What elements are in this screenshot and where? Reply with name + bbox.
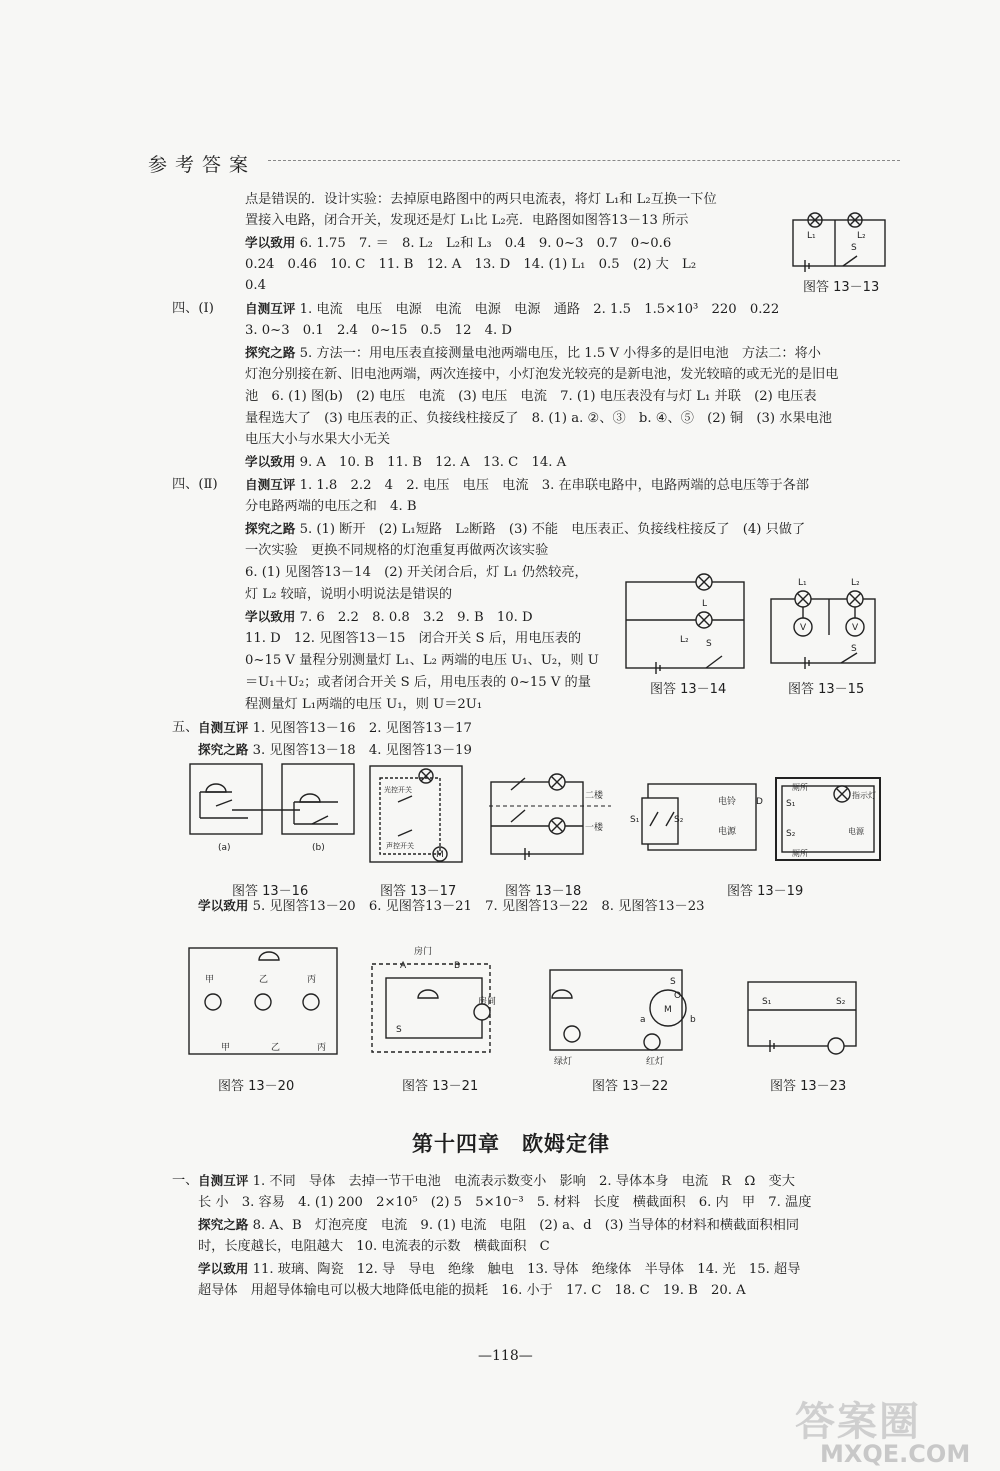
answer-line xyxy=(245,475,809,496)
fig13-22-o: O xyxy=(674,991,682,1001)
fig13-13-l2: L₂ xyxy=(857,231,866,241)
answer-text: 1. 电流 电压 电源 电流 电源 电源 通路 2. 1.5 1.5×10³ 220 0.22 xyxy=(295,302,780,317)
figure-13-18 xyxy=(485,768,615,864)
section-label: 探究之路 xyxy=(245,345,296,360)
answer-text: 一次实验 更换不同规格的灯泡重复再做两次该实验 xyxy=(245,543,549,558)
section-label: 探究之路 xyxy=(245,521,296,536)
header-rule xyxy=(268,160,900,161)
fig13-21-s: S xyxy=(396,1025,402,1035)
answer-line xyxy=(245,519,805,540)
answer-line xyxy=(245,563,588,583)
answer-text: 3. 见图答13－18 4. 见图答13－19 xyxy=(248,743,472,758)
answer-text: ＝U₁＋U₂；或者闭合开关 S 后，用电压表的 0~15 V 的量 xyxy=(245,675,591,690)
caption-13-15: 图答 13－15 xyxy=(788,682,865,697)
answer-line xyxy=(172,1171,198,1191)
answer-line xyxy=(245,276,266,296)
answer-text: 0.4 xyxy=(245,278,266,293)
answer-line xyxy=(245,387,817,407)
caption-13-17: 图答 13－17 xyxy=(380,884,457,899)
fig13-19b-s2: S₂ xyxy=(786,829,796,839)
fig13-19-s1: S₁ xyxy=(630,815,640,825)
fig13-19-d: D xyxy=(756,797,763,807)
fig13-16-a: (a) xyxy=(218,843,231,853)
section-label: 学以致用 xyxy=(245,609,296,624)
answer-line xyxy=(245,497,417,517)
answer-line xyxy=(198,896,704,917)
figure-13-20 xyxy=(183,938,343,1058)
answer-line xyxy=(198,1237,550,1257)
fig13-13-s: S xyxy=(851,243,857,253)
caption-13-18: 图答 13－18 xyxy=(505,884,582,899)
answer-text: 池 6. (1) 图(b) (2) 电压 电流 (3) 电压 电流 7. (1) 电压表没有与灯 L₁ 并联 (2) 电压表 xyxy=(245,389,817,404)
answer-line xyxy=(245,651,599,671)
answer-text: 1. 1.8 2.2 4 2. 电压 电压 电流 3. 在串联电路中，电路两端的总电压等于各部 xyxy=(295,478,810,493)
caption-13-13: 图答 13－13 xyxy=(803,280,880,295)
fig13-15-v1: V xyxy=(800,623,807,633)
figure-13-22 xyxy=(540,960,710,1070)
fig13-14-l2: L₂ xyxy=(680,635,689,645)
answer-text: 时，长度越长，电阻越大 10. 电流表的示数 横截面积 C xyxy=(198,1239,550,1254)
section-label: 自测互评 xyxy=(245,301,296,316)
fig13-17-light: 光控开关 xyxy=(384,786,412,794)
answer-text: 一、 xyxy=(172,1173,199,1188)
figure-13-14 xyxy=(620,570,750,675)
answer-text: 5. 见图答13－20 6. 见图答13－21 7. 见图答13－22 8. 见图答13－23 xyxy=(248,899,705,914)
answer-line xyxy=(245,585,452,605)
figure-13-13 xyxy=(785,212,895,272)
answer-line xyxy=(198,1281,746,1301)
answer-line xyxy=(172,475,218,495)
answer-text: 5. 方法一：用电压表直接测量电池两端电压，比 1.5 V 小得多的是旧电池 方法二：将小 xyxy=(295,346,821,361)
answer-text: 0.24 0.46 10. C 11. B 12. A 13. D 14. (1) L₁ 0.5 (2) 大 L₂ xyxy=(245,257,697,272)
fig13-19-s2: S₂ xyxy=(674,815,684,825)
section-label: 自测互评 xyxy=(198,1173,249,1188)
answer-text: 9. A 10. B 11. B 12. A 13. C 14. A xyxy=(295,455,567,470)
caption-13-20: 图答 13－20 xyxy=(218,1079,295,1094)
fig13-20-bing: 丙 xyxy=(307,975,317,985)
fig13-15-s: S xyxy=(851,644,857,654)
answer-line xyxy=(198,740,472,761)
chapter-title: 第十四章 欧姆定律 xyxy=(412,1132,610,1156)
answer-text: 11. D 12. 见图答13－15 闭合开关 S 后，用电压表的 xyxy=(245,631,582,646)
answer-text: 分电路两端的电压之和 4. B xyxy=(245,499,417,514)
answer-text: 灯 L₂ 较暗，说明小明说法是错误的 xyxy=(245,587,453,602)
answer-text: 超导体 用超导体输电可以极大地降低电能的损耗 16. 小于 17. C 18. C 19. B 20. A xyxy=(198,1283,746,1298)
answer-line xyxy=(245,365,838,385)
answer-line xyxy=(245,321,512,341)
fig13-20-yi2: 乙 xyxy=(271,1043,281,1053)
answer-text: 6. (1) 见图答13－14 (2) 开关闭合后，灯 L₁ 仍然较亮， xyxy=(245,565,588,580)
section-label: 学以致用 xyxy=(245,454,296,469)
fig13-17-m: M xyxy=(436,850,444,860)
answer-line xyxy=(198,1171,795,1192)
figure-13-15 xyxy=(765,575,885,670)
section-label: 学以致用 xyxy=(198,1261,249,1276)
answer-text: 四、(Ⅱ) xyxy=(172,477,218,492)
watermark-url: MXQE.COM xyxy=(820,1440,971,1468)
answer-line xyxy=(198,718,472,739)
figure-13-19-bell xyxy=(628,778,768,854)
answer-line xyxy=(245,409,832,429)
caption-13-16: 图答 13－16 xyxy=(232,884,309,899)
answer-line xyxy=(245,430,390,450)
fig13-20-yi: 乙 xyxy=(259,975,269,985)
fig13-19-toilet2: 厕所 xyxy=(792,849,808,858)
fig13-23-s2: S₂ xyxy=(836,997,846,1007)
caption-13-22: 图答 13－22 xyxy=(592,1079,669,1094)
answer-text: 1. 见图答13－16 2. 见图答13－17 xyxy=(248,721,472,736)
answer-text: 5. (1) 断开 (2) L₁短路 L₂断路 (3) 不能 电压表正、负接线柱接反了 (4) 只做了 xyxy=(295,522,806,537)
answer-line xyxy=(245,695,482,715)
fig13-19b-s1: S₁ xyxy=(786,799,796,809)
caption-13-21: 图答 13－21 xyxy=(402,1079,479,1094)
answer-line xyxy=(245,255,696,275)
figure-13-17 xyxy=(362,762,472,870)
answer-text: 长 小 3. 容易 4. (1) 200 2×10⁵ (2) 5 5×10⁻³ 5. 材料 长度 横截面积 6. 内 甲 7. 温度 xyxy=(198,1195,812,1210)
answer-line xyxy=(198,1193,811,1213)
caption-13-19: 图答 13－19 xyxy=(727,884,804,899)
section-label: 自测互评 xyxy=(245,477,296,492)
answer-text: 电压大小与水果大小无关 xyxy=(245,432,391,447)
answer-text: 点是错误的．设计实验：去掉原电路图中的两只电流表，将灯 L₁和 L₂互换一下位 xyxy=(245,192,717,207)
fig13-19-power2: 电源 xyxy=(848,827,864,836)
fig13-19-ind: 指示灯 xyxy=(852,791,876,800)
answer-line xyxy=(245,233,671,254)
answer-text: 8. A、B 灯泡亮度 电流 9. (1) 电流 电阻 (2) a、d (3) 当导体的材料和横截面积相同 xyxy=(248,1218,800,1233)
section-label: 学以致用 xyxy=(245,235,296,250)
answer-text: 五、 xyxy=(172,720,199,735)
fig13-15-l1: L₁ xyxy=(798,578,807,588)
answer-text: 量程选大了 (3) 电压表的正、负接线柱接反了 8. (1) a. ②、③ b. ④、⑤ (2) 铜 (3) 水果电池 xyxy=(245,411,832,426)
answer-text: 灯泡分别接在新、旧电池两端，两次连接中，小灯泡发光较亮的是新电池，发光较暗的或无光的是旧电 xyxy=(245,367,839,382)
caption-13-23: 图答 13－23 xyxy=(770,1079,847,1094)
section-label: 探究之路 xyxy=(198,1217,249,1232)
fig13-22-s: S xyxy=(670,977,676,987)
fig13-22-b: b xyxy=(690,1015,696,1025)
answer-text: 1. 不同 导体 去掉一节干电池 电流表示数变小 影响 2. 导体本身 电流 R Ω 变大 xyxy=(248,1174,795,1189)
answer-line xyxy=(245,673,591,693)
figure-13-21 xyxy=(366,938,496,1058)
fig13-21-room: 房间 xyxy=(478,997,496,1007)
answer-line xyxy=(198,1259,800,1280)
section-label: 自测互评 xyxy=(198,720,249,735)
watermark-logo: 答案圈 xyxy=(795,1399,921,1445)
fig13-14-s: S xyxy=(706,639,712,649)
answer-line xyxy=(172,718,198,738)
fig13-19-toilet1: 厕所 xyxy=(792,783,808,792)
answer-line xyxy=(245,629,581,649)
fig13-22-m: M xyxy=(664,1005,672,1015)
fig13-20-bing2: 丙 xyxy=(317,1043,327,1053)
fig13-20-jia: 甲 xyxy=(205,975,215,985)
answer-text: 3. 0~3 0.1 2.4 0~15 0.5 12 4. D xyxy=(245,323,512,338)
fig13-21-door: 房门 xyxy=(414,947,433,957)
answer-line xyxy=(245,343,821,364)
fig13-20-jia2: 甲 xyxy=(221,1043,231,1053)
figure-13-16 xyxy=(188,762,356,862)
answer-text: 7. 6 2.2 8. 0.8 3.2 9. B 10. D xyxy=(295,610,533,625)
fig13-23-s1: S₁ xyxy=(762,997,772,1007)
fig13-15-v2: V xyxy=(852,623,859,633)
figure-13-19-indicator xyxy=(772,774,884,864)
fig13-16-b: (b) xyxy=(312,843,325,853)
answer-line xyxy=(172,299,214,319)
fig13-22-green: 绿灯 xyxy=(554,1057,573,1067)
answer-line xyxy=(245,190,717,210)
answer-text: 11. 玻璃、陶瓷 12. 导 导电 绝缘 触电 13. 导体 绝缘体 半导体 14. 光 15. 超导 xyxy=(248,1262,801,1277)
fig13-17-sound: 声控开关 xyxy=(386,842,414,850)
answer-line xyxy=(245,607,533,628)
fig13-22-a: a xyxy=(640,1015,646,1025)
fig13-18-floor2: 二楼 xyxy=(585,791,604,801)
page-number: —118— xyxy=(478,1348,533,1364)
answer-line xyxy=(245,211,688,231)
answer-text: 6. 1.75 7. ＝ 8. L₂ L₂和 L₃ 0.4 9. 0~3 0.7 0~0.6 xyxy=(295,236,672,251)
answer-line xyxy=(245,299,779,320)
section-label: 学以致用 xyxy=(198,898,249,913)
answer-text: 置接入电路，闭合开关，发现还是灯 L₁比 L₂亮．电路图如图答13－13 所示 xyxy=(245,213,689,228)
header-title: 参考答案 xyxy=(148,154,257,176)
fig13-14-l: L xyxy=(702,599,708,609)
fig13-15-l2: L₂ xyxy=(851,578,860,588)
fig13-21-a: A xyxy=(400,961,407,971)
answer-text: 四、(Ⅰ) xyxy=(172,301,214,316)
fig13-13-l1: L₁ xyxy=(807,231,816,241)
fig13-18-floor1: 一楼 xyxy=(585,823,604,833)
answer-text: 0~15 V 量程分别测量灯 L₁、L₂ 两端的电压 U₁、U₂，则 U xyxy=(245,653,599,668)
figure-13-23 xyxy=(742,972,862,1056)
fig13-19-bell: 电铃 xyxy=(718,797,737,807)
answer-line xyxy=(245,452,566,473)
answer-line xyxy=(198,1215,799,1236)
fig13-21-b: B xyxy=(454,961,461,971)
answer-text: 程测量灯 L₁两端的电压 U₁，则 U＝2U₁ xyxy=(245,697,483,712)
caption-13-14: 图答 13－14 xyxy=(650,682,727,697)
section-label: 探究之路 xyxy=(198,742,249,757)
answer-line xyxy=(245,541,548,561)
fig13-22-red: 红灯 xyxy=(646,1057,665,1067)
fig13-19-power: 电源 xyxy=(718,827,737,837)
